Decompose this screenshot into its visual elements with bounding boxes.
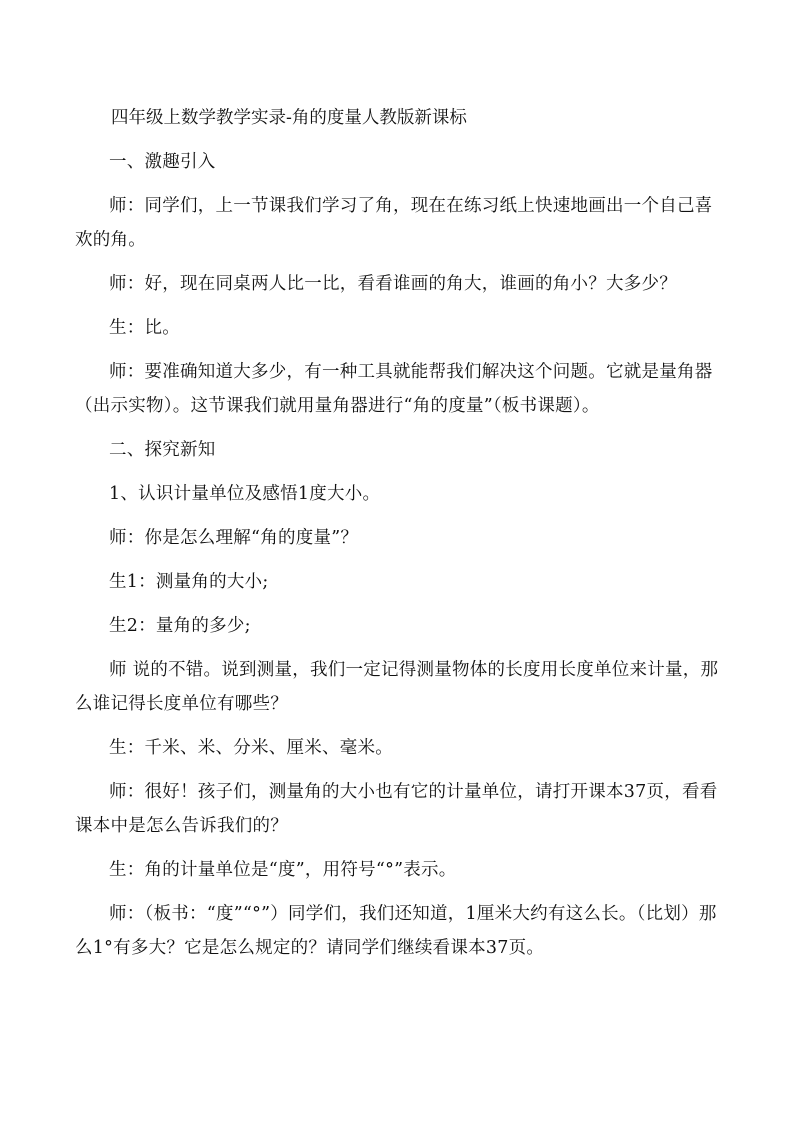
paragraph: 师：同学们，上一节课我们学习了角，现在在练习纸上快速地画出一个自己喜欢的角。 (75, 196, 713, 250)
paragraph: 生1：测量角的大小; (109, 572, 269, 592)
paragraph: 师：你是怎么理解“角的度量”？ (109, 528, 359, 548)
subsection-heading: 1、认识计量单位及感悟1度大小。 (109, 484, 381, 504)
paragraph: 师：好，现在同桌两人比一比，看看谁画的角大，谁画的角小？大多少？ (109, 274, 677, 294)
document-title: 四年级上数学教学实录-角的度量人教版新课标 (111, 108, 467, 128)
paragraph: 生2：量角的多少; (109, 616, 251, 636)
paragraph: 师 说的不错。说到测量，我们一定记得测量物体的长度用长度单位来计量，那么谁记得长度单位有哪些？ (75, 660, 719, 714)
paragraph: 师：很好！孩子们，测量角的大小也有它的计量单位，请打开课本37页，看看课本中是怎么告诉我们的？ (75, 782, 718, 836)
section-heading-intro: 一、激趣引入 (109, 152, 216, 172)
paragraph: 生：千米、米、分米、厘米、毫米。 (109, 738, 393, 758)
paragraph: 师：要准确知道大多少，有一种工具就能帮我们解决这个问题。它就是量角器（出示实物）。这节课我们就用量角器进行“角的度量”（板书课题）。 (75, 362, 713, 416)
paragraph: 师：（板书：“度”“°”）同学们，我们还知道，1厘米大约有这么长。（比划）那么1°有多大？它是怎么规定的？请同学们继续看课本37页。 (75, 904, 717, 958)
paragraph: 生：角的计量单位是“度”，用符号“°”表示。 (109, 860, 457, 880)
section-heading-explore: 二、探究新知 (109, 440, 216, 460)
paragraph: 生：比。 (109, 318, 180, 338)
document-body (75, 101, 730, 965)
